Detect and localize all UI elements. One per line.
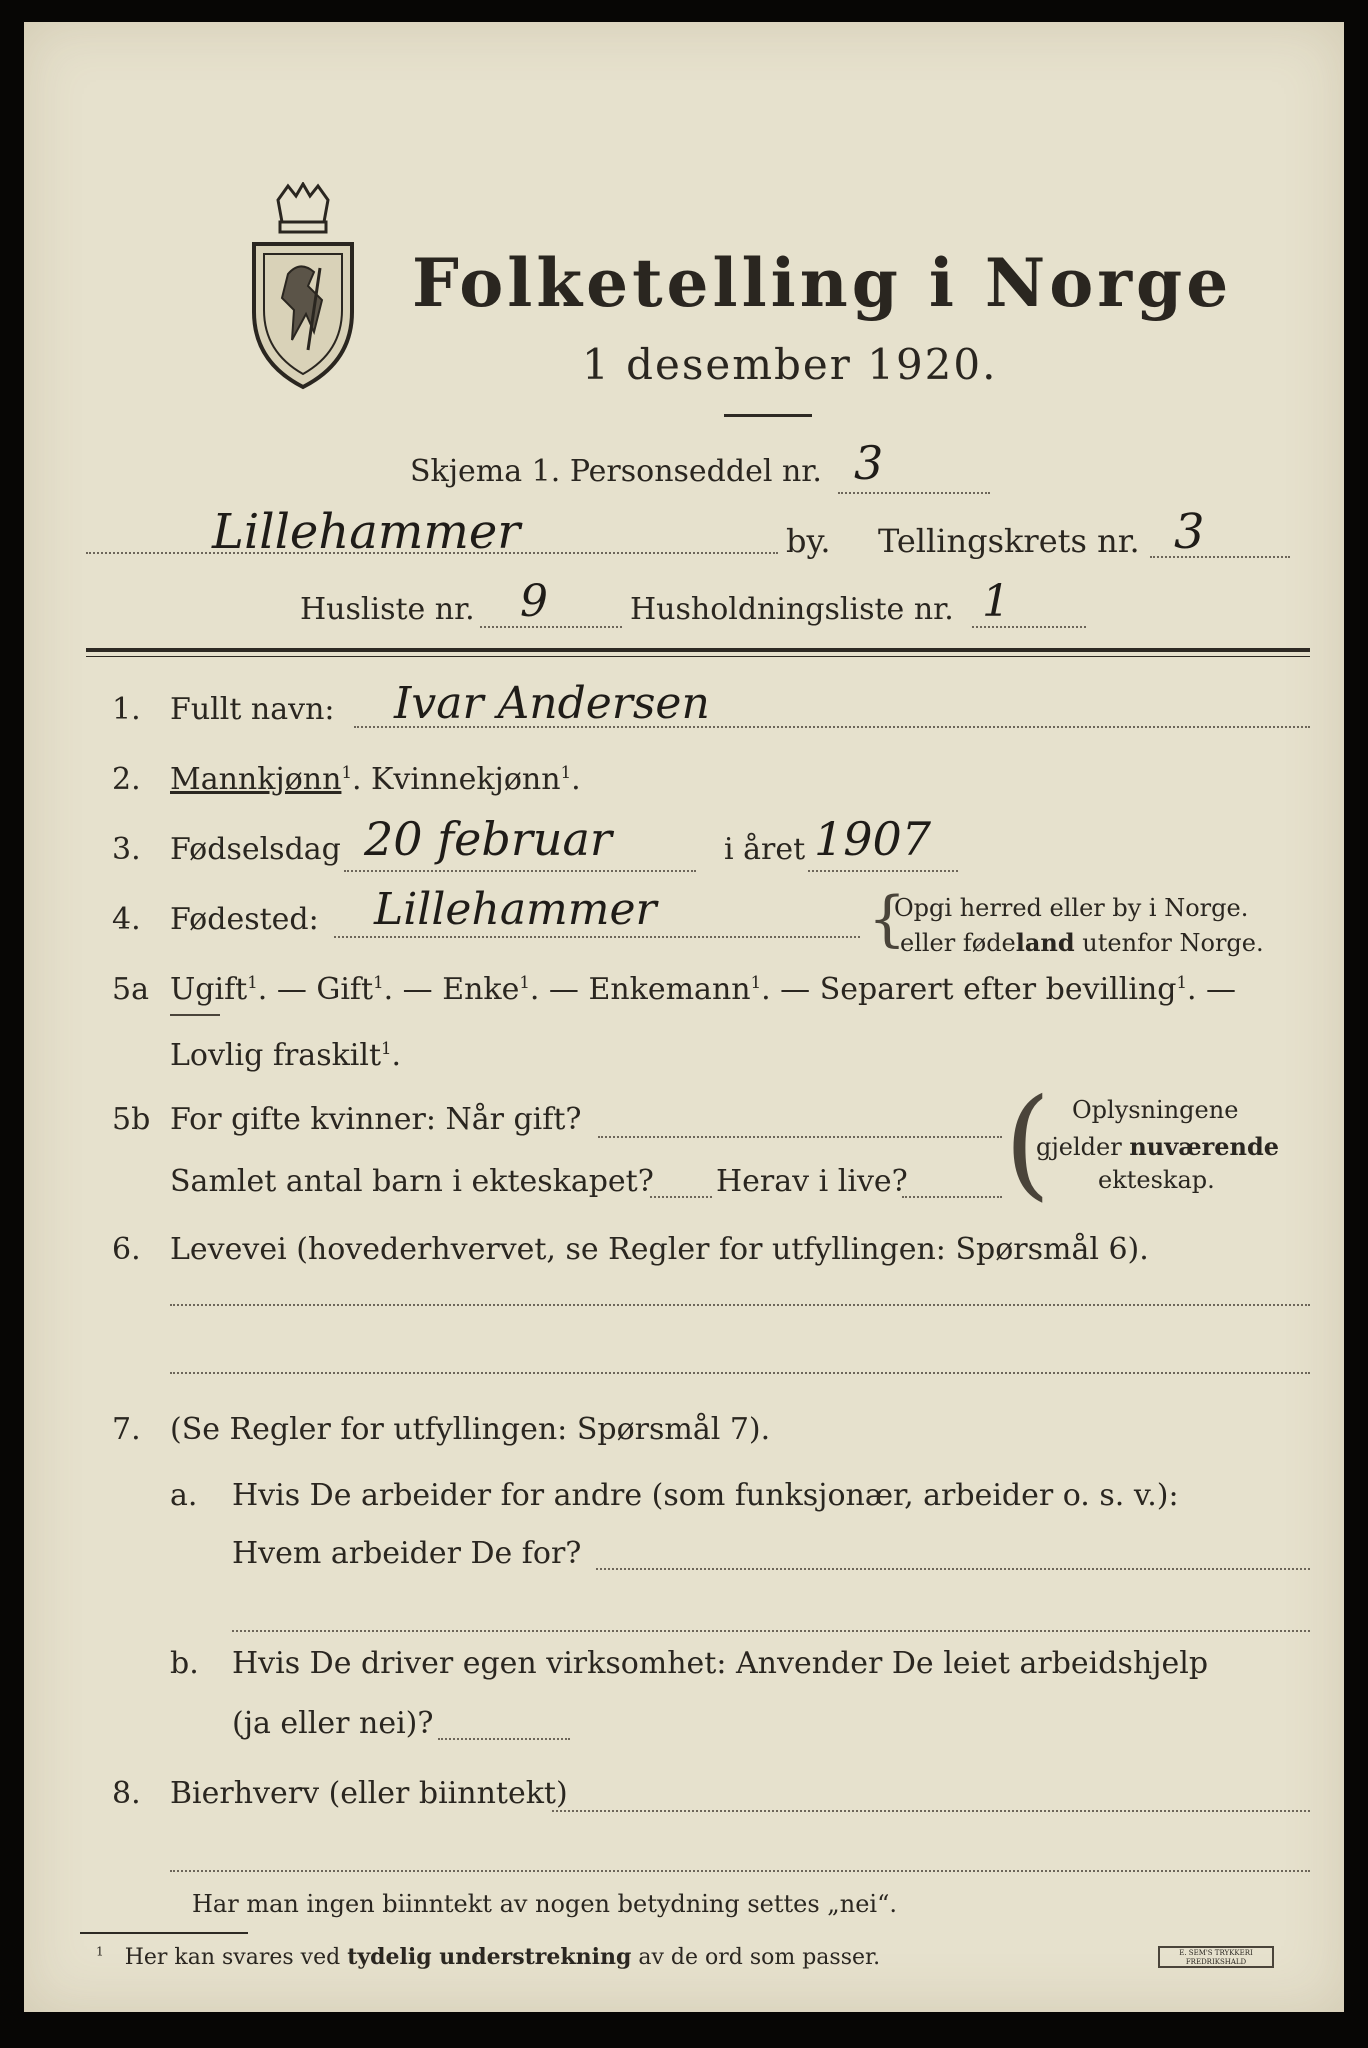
q5b-line-3	[902, 1196, 1002, 1198]
q7b-line	[438, 1738, 570, 1740]
q4-note-1: Opgi herred eller by i Norge.	[894, 894, 1249, 922]
year-line	[808, 870, 958, 872]
q7a-question: Hvem arbeider De for?	[232, 1536, 582, 1571]
q7a-number: a.	[170, 1478, 198, 1513]
q5b-line-1	[598, 1136, 1002, 1138]
q4-number: 4.	[112, 902, 141, 937]
q7-number: 7.	[112, 1412, 141, 1447]
skjema-value: 3	[854, 436, 884, 490]
q1-label: Fullt navn:	[170, 692, 335, 727]
footnote: $^1$ Her kan svares ved tydelig understrekning av de ord som passer.	[96, 1944, 881, 1970]
year-label: i året	[724, 832, 806, 867]
q7a-text: Hvis De arbeider for andre (som funksjonær, arbeider o. s. v.):	[232, 1478, 1179, 1513]
skjema-line	[838, 492, 990, 494]
q3-label: Fødselsdag	[170, 832, 341, 867]
q5b-label-2: Samlet antal barn i ekteskapet?	[170, 1164, 654, 1199]
enke-option: Enke	[442, 972, 520, 1007]
ugift-option: Ugift	[170, 972, 248, 1007]
birthday-value: 20 februar	[364, 812, 612, 866]
krets-label: Tellingskrets nr.	[878, 522, 1140, 560]
q5b-brace: (	[1004, 1074, 1051, 1213]
q5b-number: 5b	[112, 1102, 151, 1137]
q8-line-2	[170, 1870, 1310, 1872]
q5b-line-2	[650, 1196, 712, 1198]
q6-line-2	[170, 1372, 1310, 1374]
q5a-number: 5a	[112, 972, 149, 1007]
coat-of-arms-icon	[248, 182, 358, 392]
q3-number: 3.	[112, 832, 141, 867]
skjema-label: Skjema 1. Personseddel nr.	[410, 454, 822, 489]
q7b-number: b.	[170, 1646, 199, 1681]
husliste-label: Husliste nr.	[300, 592, 475, 627]
header-rule-thin	[86, 656, 1310, 657]
q8-label: Bierhverv (eller biinntekt)	[170, 1776, 568, 1811]
q4-line	[334, 936, 860, 938]
nei-note: Har man ingen biinntekt av nogen betydning settes „nei“.	[192, 1890, 897, 1918]
census-date: 1 desember 1920.	[582, 340, 998, 389]
q2-number: 2.	[112, 762, 141, 797]
gift-option: Gift	[316, 972, 374, 1007]
fraskilt-option: Lovlig fraskilt$^1$.	[170, 1038, 402, 1073]
q5a-options: Ugift$^1$. — Gift$^1$. — Enke$^1$. — Enkemann$^1$. — Separert efter bevilling$^1$. —	[170, 972, 1237, 1007]
krets-line	[1150, 556, 1290, 558]
q5b-note-1: Oplysningene	[1072, 1096, 1239, 1124]
q1-number: 1.	[112, 692, 141, 727]
q7-label: (Se Regler for utfyllingen: Spørsmål 7).	[170, 1412, 771, 1447]
separert-option: Separert efter bevilling	[819, 972, 1177, 1007]
q7a-line-1	[596, 1568, 1310, 1570]
q4-brace: {	[868, 884, 907, 954]
birth-year-value: 1907	[814, 812, 932, 866]
q8-line-1	[552, 1810, 1310, 1812]
full-name-value: Ivar Andersen	[394, 678, 710, 729]
q2-options: Mannkjønn$^1$. Kvinnekjønn$^1$.	[170, 762, 581, 797]
q7b-text: Hvis De driver egen virksomhet: Anvender De leiet arbeidshjelp	[232, 1646, 1209, 1681]
header-rule	[86, 648, 1310, 652]
q5b-note-3: ekteskap.	[1098, 1166, 1215, 1194]
by-label: by.	[786, 522, 831, 560]
city-value: Lillehammer	[212, 504, 521, 560]
krets-value: 3	[1174, 504, 1205, 560]
male-option: Mannkjønn	[170, 762, 342, 797]
q3-line	[344, 870, 696, 872]
female-option: Kvinnekjønn	[371, 762, 561, 797]
q5b-label-3: Herav i live?	[716, 1164, 908, 1199]
enkemann-option: Enkemann	[588, 972, 751, 1007]
footnote-rule	[80, 1932, 248, 1934]
q7a-line-2	[232, 1630, 1310, 1632]
husholdning-label: Husholdningsliste nr.	[630, 592, 954, 627]
husholdning-value: 1	[982, 576, 1010, 627]
husliste-value: 9	[520, 576, 548, 627]
q6-label: Levevei (hovederhvervet, se Regler for utfyllingen: Spørsmål 6).	[170, 1232, 1149, 1267]
q5b-label-1: For gifte kvinner: Når gift?	[170, 1102, 582, 1137]
birthplace-value: Lillehammer	[374, 884, 657, 935]
census-form-page	[24, 22, 1344, 2012]
form-title: Folketelling i Norge	[412, 244, 1233, 322]
printer-stamp: E. SEM'S TRYKKERI FREDRIKSHALD	[1158, 1946, 1274, 1968]
title-divider	[724, 414, 812, 417]
q8-number: 8.	[112, 1776, 141, 1811]
ugift-mark	[170, 1014, 220, 1016]
husliste-line	[480, 626, 622, 628]
q6-number: 6.	[112, 1232, 141, 1267]
q4-note-2: eller fødeland utenfor Norge.	[900, 928, 1264, 957]
q6-line-1	[170, 1304, 1310, 1306]
q4-label: Fødested:	[170, 902, 319, 937]
q7b-question: (ja eller nei)?	[232, 1706, 434, 1741]
q5b-note-2: gjelder nuværende	[1036, 1132, 1280, 1161]
